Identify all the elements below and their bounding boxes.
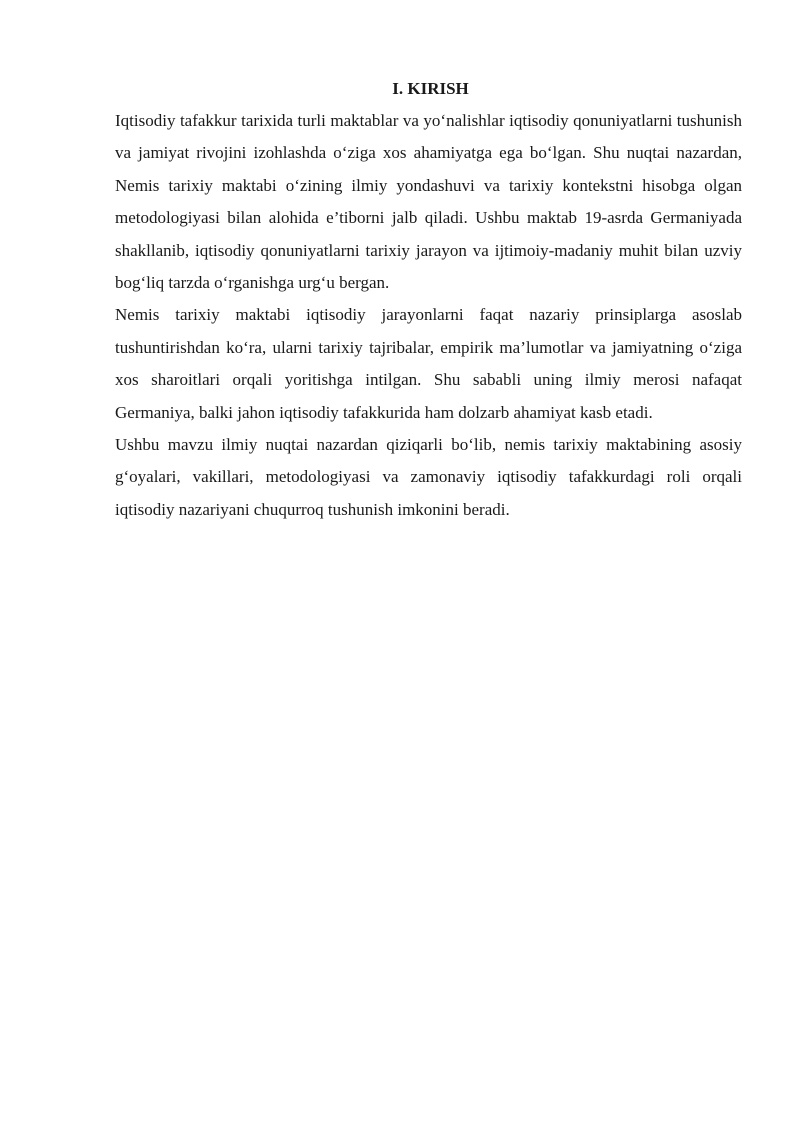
paragraph-2: Nemis tarixiy maktabi iqtisodiy jarayonlarni faqat nazariy prinsiplarga asoslab tushuntirishdan ko‘ra, ularni tarixiy tajribalar, empirik ma’lumotlar va jamiyatning o‘ziga xos sharoitlari orqali yoritishga intilgan. Shu sababli uning ilmiy merosi nafaqat Germaniya, balki jahon iqtisodiy tafakkurida ham dolzarb ahamiyat kasb etadi. xyxy=(115,305,742,422)
document-body xyxy=(115,72,742,526)
section-heading: I. KIRISH xyxy=(392,79,469,98)
paragraph-1: Iqtisodiy tafakkur tarixida turli maktablar va yo‘nalishlar iqtisodiy qonuniyatlarni tushunish va jamiyat rivojini izohlashda o‘ziga xos ahamiyatga ega bo‘lgan. Shu nuqtai nazardan, Nemis tarixiy maktabi o‘zining ilmiy yondashuvi va tarixiy kontekstni hisobga olgan metodologiyasi bilan alohida e’tiborni jalb qiladi. Ushbu maktab 19-asrda Germaniyada shakllanib, iqtisodiy qonuniyatlarni tarixiy jarayon va ijtimoiy-madaniy muhit bilan uzviy bog‘liq tarzda o‘rganishga urg‘u bergan. xyxy=(115,111,742,293)
paragraph-3: Ushbu mavzu ilmiy nuqtai nazardan qiziqarli bo‘lib, nemis tarixiy maktabining asosiy g‘oyalari, vakillari, metodologiyasi va zamonaviy iqtisodiy tafakkurdagi roli orqali iqtisodiy nazariyani chuqurroq tushunish imkonini beradi. xyxy=(115,435,742,519)
